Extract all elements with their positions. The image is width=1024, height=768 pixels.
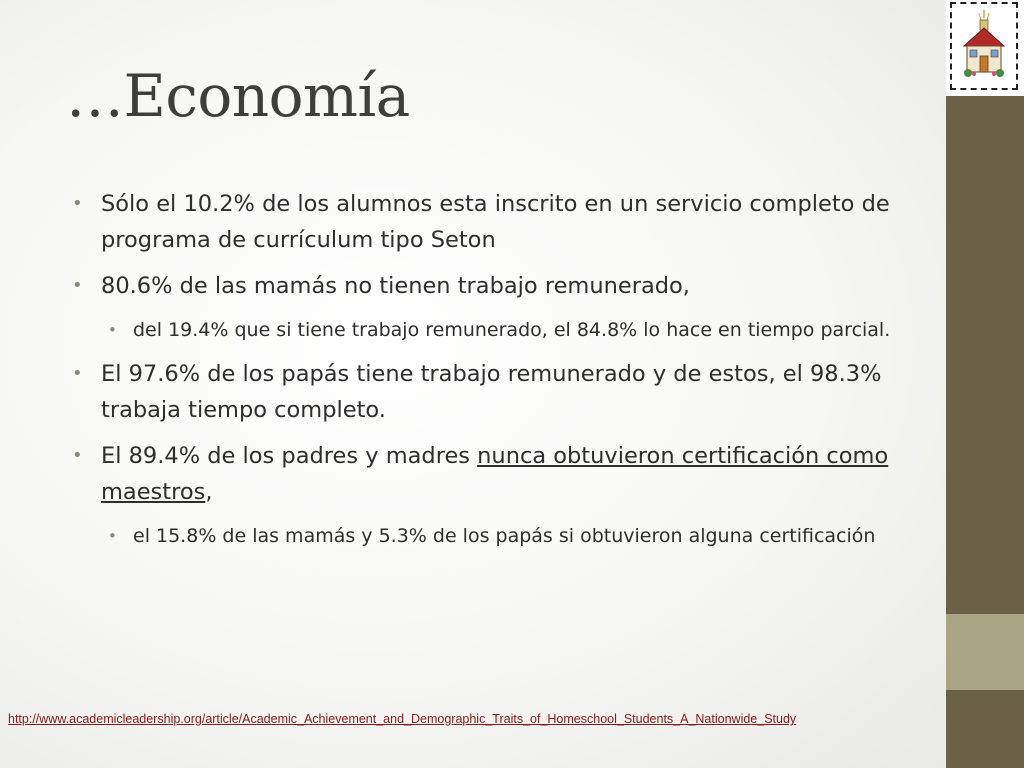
sub-bullet-item (72, 520, 932, 552)
bullet-list (72, 186, 932, 562)
bullet-text: Sólo el 10.2% de los alumnos esta inscrito en un servicio completo de programa de currículum tipo Seton (101, 191, 890, 253)
bullet-marker: • (72, 363, 83, 384)
bullet-text: 80.6% de las mamás no tienen trabajo remunerado, (101, 273, 690, 299)
bullet-marker: • (72, 275, 83, 296)
bullet-item (72, 268, 932, 304)
sidebar-band-dark (946, 96, 1024, 614)
bullet-marker: • (72, 445, 83, 466)
sub-bullet-item (72, 314, 932, 346)
sub-bullet-text: el 15.8% de las mamás y 5.3% de los papás si obtuvieron alguna certificación (133, 525, 876, 547)
sub-bullet-marker: • (108, 527, 117, 545)
bullet-marker: • (72, 193, 83, 214)
schoolhouse-icon (950, 2, 1018, 90)
bullet-item (72, 438, 932, 510)
slide-title: …Economía (66, 62, 410, 130)
bullet-item (72, 186, 932, 258)
source-link[interactable]: http://www.academicleadership.org/article/Academic_Achievement_and_Demographic_Traits_of_Homeschool_Students_A_Nationwide_Study (8, 712, 797, 726)
sidebar-band-light (946, 614, 1024, 690)
bullet-text: El 97.6% de los papás tiene trabajo remunerado y de estos, el 98.3% trabaja tiempo completo. (101, 361, 882, 423)
bullet-text-prefix: El 89.4% de los padres y madres (101, 443, 478, 469)
bullet-item (72, 356, 932, 428)
sidebar-band-dark-bottom (946, 690, 1024, 768)
bullet-text-underlined: nunca obtuvieron certificación como maestros (101, 443, 889, 505)
bullet-text-suffix: , (205, 479, 213, 505)
sub-bullet-marker: • (108, 321, 117, 339)
sub-bullet-text: del 19.4% que si tiene trabajo remunerado, el 84.8% lo hace en tiempo parcial. (133, 319, 891, 341)
